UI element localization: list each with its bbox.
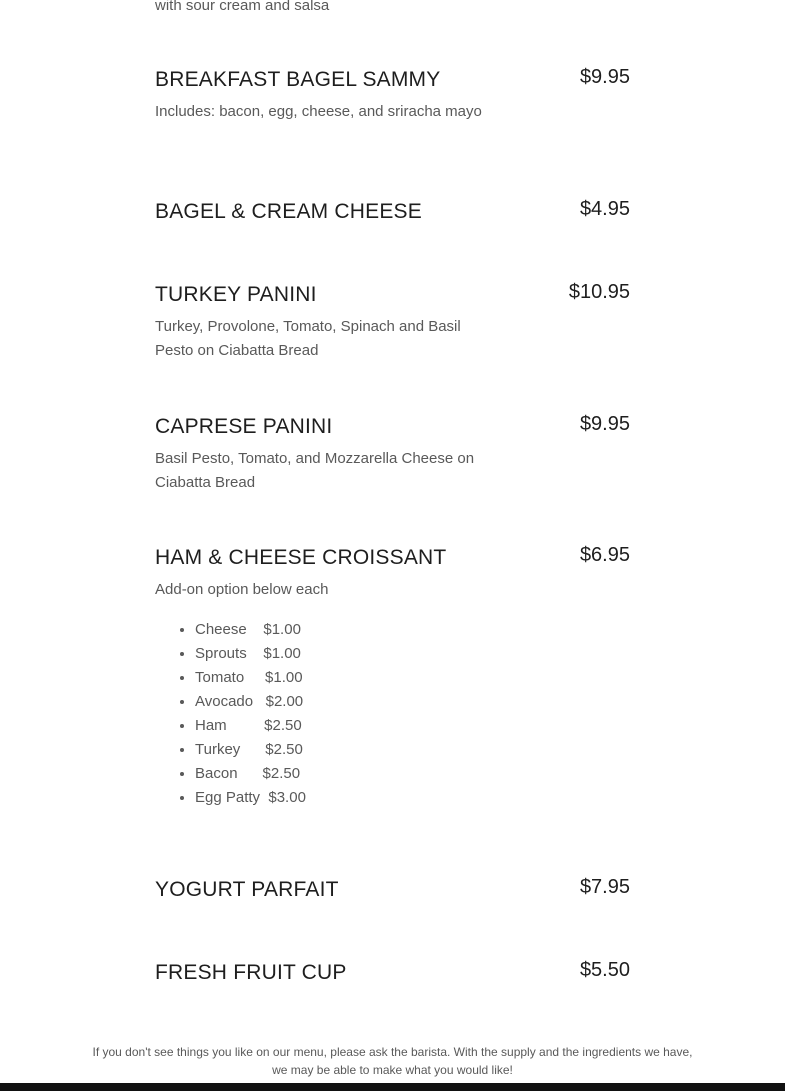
addon-item-sprouts: • Sprouts $1.00 (195, 642, 630, 666)
addon-item-tomato: • Tomato $1.00 (195, 666, 630, 690)
addon-item-ham: • Ham $2.50 (195, 714, 630, 738)
item-price: $5.50 (579, 959, 630, 981)
addon-item-bacon: • Bacon $2.50 (195, 762, 630, 786)
addon-item-avocado: • Avocado $2.00 (195, 690, 630, 714)
item-price: $9.95 (579, 66, 630, 88)
footer-note-line: we may be able to make what you would like! (272, 1063, 513, 1077)
addon-item-egg-patty: • Egg Patty $3.00 (195, 786, 630, 810)
menu-item-caprese-panini (155, 413, 630, 495)
footer-bar (0, 1083, 785, 1091)
menu-item-bagel-cream-cheese (155, 198, 630, 226)
item-description: Turkey, Provolone, Tomato, Spinach and Basil Pesto on Ciabatta Bread (155, 318, 461, 359)
menu-item-fresh-fruit-cup (155, 959, 630, 987)
menu-item-turkey-panini (155, 281, 630, 363)
menu-item-breakfast-bagel-sammy (155, 66, 630, 124)
item-price: $6.95 (579, 544, 630, 566)
menu-item-ham-cheese-croissant (155, 544, 630, 810)
item-price: $10.95 (568, 281, 630, 303)
item-description: Includes: bacon, egg, cheese, and sriracha mayo (155, 103, 482, 120)
item-description: Basil Pesto, Tomato, and Mozzarella Cheese on Ciabatta Bread (155, 450, 475, 491)
item-name: BAGEL & CREAM CHEESE (155, 200, 422, 223)
item-description: with sour cream and salsa (155, 0, 330, 14)
item-name: HAM & CHEESE CROISSANT (155, 546, 447, 569)
item-name: CAPRESE PANINI (155, 415, 333, 438)
item-description: Add-on option below each (155, 581, 329, 598)
item-name: BREAKFAST BAGEL SAMMY (155, 68, 441, 91)
addon-item-turkey: • Turkey $2.50 (195, 738, 630, 762)
item-name: TURKEY PANINI (155, 283, 317, 306)
item-name: YOGURT PARFAIT (155, 878, 339, 901)
addon-list (155, 618, 630, 810)
menu-item-yogurt-parfait (155, 876, 630, 904)
item-price: $7.95 (579, 876, 630, 898)
footer-note-line: If you don't see things you like on our menu, please ask the barista. With the supply and the ingredients we have, (92, 1045, 693, 1059)
footer-note (0, 1043, 785, 1079)
item-name: FRESH FRUIT CUP (155, 961, 347, 984)
item-price: $4.95 (579, 198, 630, 220)
addon-item-cheese: • Cheese $1.00 (195, 618, 630, 642)
item-price: $9.95 (579, 413, 630, 435)
